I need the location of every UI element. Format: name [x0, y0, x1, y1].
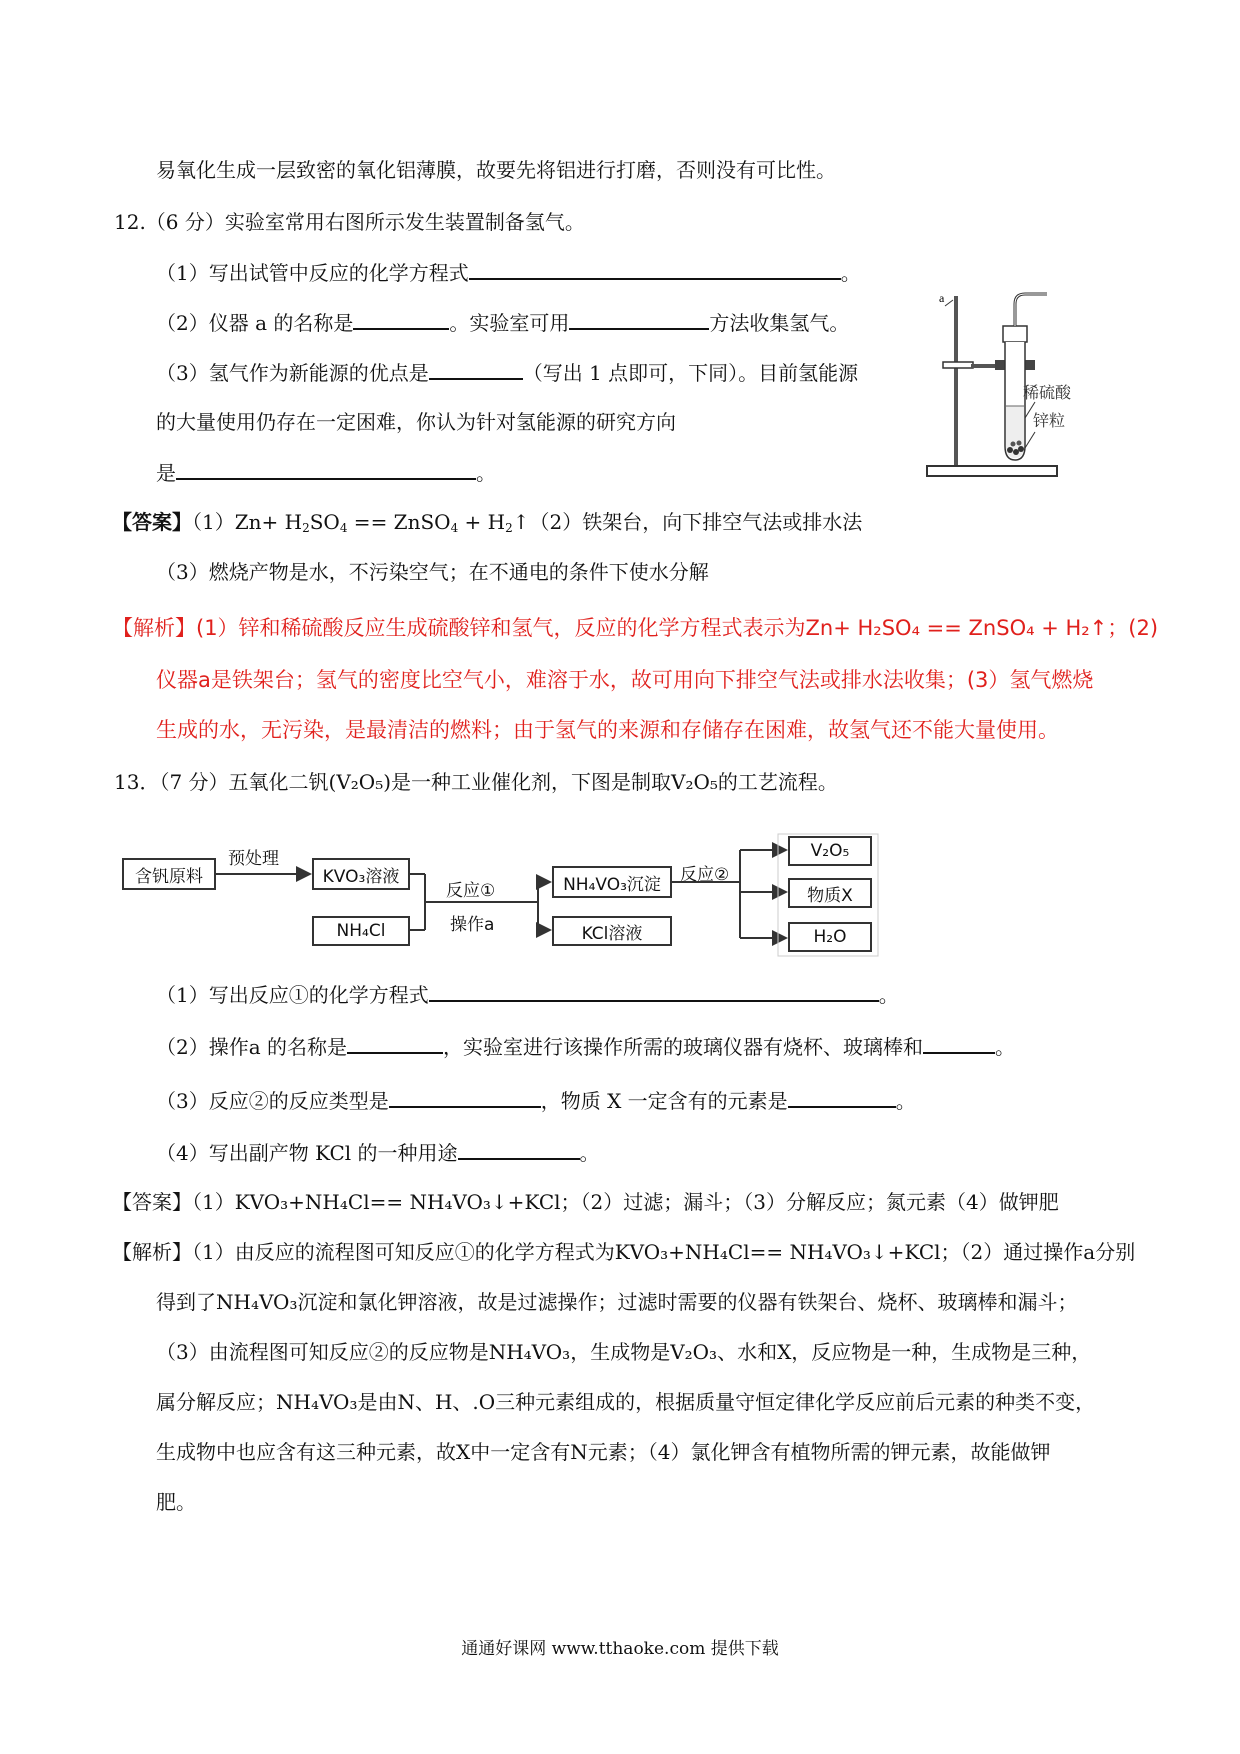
- q13-sub2: [156, 1032, 1015, 1061]
- q13-sub2-end: 。: [995, 1035, 1016, 1059]
- page-footer: 通通好课网 www.tthaoke.com 提供下载: [461, 1639, 779, 1659]
- q12-heading: 12.（6 分）实验室常用右图所示发生装置制备氢气。: [114, 210, 585, 234]
- q13-analysis-2: 得到了NH₄VO₃沉淀和氯化钾溶液，故是过滤操作；过滤时需要的仪器有铁架台、烧杯、玻璃棒和漏斗；: [156, 1290, 1078, 1314]
- q12-blank-direction[interactable]: [176, 458, 476, 480]
- q13-sub1-text: （1）写出反应①的化学方程式: [156, 983, 429, 1007]
- q12-answer-2: （3）燃烧产物是水，不污染空气；在不通电的条件下使水分解: [156, 560, 709, 584]
- q13-sub3-text-b: ，物质 X 一定含有的元素是: [540, 1089, 788, 1113]
- q13-answer: 【答案】（1）KVO₃+NH₄Cl== NH₄VO₃↓+KCl；（2）过滤；漏斗；（3）分解反应；氮元素（4）做钾肥: [112, 1190, 1059, 1214]
- label-reaction1: 反应①: [446, 881, 496, 901]
- q12-sub3-cont: 的大量使用仍存在一定困难，你认为针对氢能源的研究方向: [156, 410, 676, 434]
- q12-sub2-text-a: （2）仪器 a 的名称是: [156, 311, 354, 335]
- box-nh4cl: NH₄Cl: [312, 916, 410, 946]
- q12-sub2-text-b: 。实验室可用: [449, 311, 570, 335]
- q13-heading: 13．（7 分）五氧化二钒(V₂O₅)是一种工业催化剂，下图是制取V₂O₅的工艺流程。: [114, 770, 838, 794]
- q12-sub1-text: （1）写出试管中反应的化学方程式: [156, 261, 469, 285]
- label-zinc: 锌粒: [1033, 411, 1066, 430]
- q12-sub3-end: [156, 458, 496, 487]
- q13-blank-reaction-type[interactable]: [389, 1086, 541, 1108]
- box-kvo3: KVO₃溶液: [312, 858, 410, 890]
- answer-part-a: （1）Zn+ H: [192, 510, 303, 534]
- stopper: [1003, 326, 1027, 342]
- q12-sub2: [156, 308, 849, 337]
- q12-sub1-end: 。: [840, 261, 861, 285]
- q13-analysis-1: 【解析】（1）由反应的流程图可知反应①的化学方程式为KVO₃+NH₄Cl== NH₄VO₃↓+KCl；（2）通过操作a分别: [112, 1240, 1136, 1264]
- q13-sub3-text-a: （3）反应②的反应类型是: [156, 1089, 389, 1113]
- label-sulfuric-acid: 稀硫酸: [1023, 383, 1072, 402]
- delivery-tube: [1015, 294, 1047, 326]
- q13-blank-element[interactable]: [788, 1086, 896, 1108]
- box-raw-material: 含钒原料: [122, 858, 216, 890]
- q12-sub3-text-a: （3）氢气作为新能源的优点是: [156, 361, 429, 385]
- answer-tag: 【答案】: [112, 510, 192, 534]
- stand-base: [927, 466, 1057, 476]
- label-pretreatment: 预处理: [228, 849, 279, 869]
- q12-sub2-text-c: 方法收集氢气。: [709, 311, 850, 335]
- continuation-text: 易氧化生成一层致密的氧化铝薄膜，故要先将铝进行打磨，否则没有可比性。: [156, 158, 836, 182]
- q13-sub4: [156, 1138, 600, 1167]
- q12-sub1: [156, 258, 861, 287]
- q13-sub2-text-a: （2）操作a 的名称是: [156, 1035, 348, 1059]
- box-v2o5: V₂O₅: [788, 836, 872, 866]
- q13-sub3: [156, 1086, 916, 1115]
- box-h2o: H₂O: [788, 922, 872, 952]
- q12-blank-equation[interactable]: [469, 258, 841, 280]
- q13-sub3-end: 。: [895, 1089, 916, 1113]
- q13-sub1: [156, 980, 899, 1009]
- box-substance-x: 物质X: [788, 878, 872, 908]
- q12-blank-method[interactable]: [569, 308, 709, 330]
- process-flowchart: [120, 830, 880, 960]
- q12-sub3-text-b: （写出 1 点即可，下同）。目前氢能源: [522, 361, 859, 385]
- q13-analysis-5: 生成物中也应含有这三种元素，故X中一定含有N元素；（4）氯化钾含有植物所需的钾元素，故能做钾: [156, 1440, 1051, 1464]
- q12-blank-instrument[interactable]: [353, 308, 449, 330]
- answer-part-c: == ZnSO: [347, 510, 451, 534]
- q13-blank-equation[interactable]: [429, 980, 879, 1002]
- q12-analysis-2: 仪器a是铁架台；氢气的密度比空气小，难溶于水，故可用向下排空气法或排水法收集；(3）氢气燃烧: [156, 668, 1094, 692]
- label-operation-a: 操作a: [450, 915, 495, 935]
- label-reaction2: 反应②: [680, 865, 730, 885]
- analysis-line-1: (1）锌和稀硫酸反应生成硫酸锌和氢气，反应的化学方程式表示为Zn+ H₂SO₄ == ZnSO₄ + H₂↑；(2): [196, 616, 1159, 640]
- q13-sub2-text-b: ，实验室进行该操作所需的玻璃仪器有烧杯、玻璃棒和: [443, 1035, 924, 1059]
- q12-sub3-text-d: 是: [156, 461, 176, 485]
- stand-rod: [954, 296, 958, 471]
- q13-analysis-3: （3）由流程图可知反应②的反应物是NH₄VO₃，生成物是V₂O₃、水和X，反应物是一种，生成物是三种，: [156, 1340, 1092, 1364]
- q13-analysis-6: 肥。: [156, 1490, 196, 1514]
- q13-sub1-end: 。: [878, 983, 899, 1007]
- analysis-tag: 【解析】: [112, 616, 196, 640]
- q13-blank-operation[interactable]: [347, 1032, 443, 1054]
- q13-blank-glassware[interactable]: [923, 1032, 995, 1054]
- q13-sub4-end: 。: [579, 1141, 600, 1165]
- q13-analysis-4: 属分解反应；NH₄VO₃是由N、H、.O三种元素组成的，根据质量守恒定律化学反应前后元素的种类不变，: [156, 1390, 1096, 1414]
- q13-blank-use[interactable]: [458, 1138, 580, 1160]
- answer-part-d: + H: [458, 510, 506, 534]
- apparatus-figure: [915, 286, 1072, 486]
- apparatus-label-a: a: [939, 291, 945, 305]
- answer-part-e: ↑（2）铁架台，向下排空气法或排水法: [512, 510, 863, 534]
- q12-analysis-1: [112, 614, 1158, 642]
- q13-sub4-text: （4）写出副产物 KCl 的一种用途: [156, 1141, 458, 1165]
- q12-blank-advantage[interactable]: [429, 358, 523, 380]
- q12-analysis-3: 生成的水，无污染，是最清洁的燃料；由于氢气的来源和存储存在困难，故氢气还不能大量使用。: [156, 718, 1059, 742]
- q12-answer: 【答案】$(1)Zn+ H_2SO_4$ == ZnSO$_4$ + $H_2↑(2)$铁架台，向下排空气法或排水法: [112, 510, 863, 535]
- box-nh4vo3: NH₄VO₃沉淀: [552, 866, 672, 898]
- q12-sub3-period: 。: [476, 461, 496, 485]
- box-kcl: KCl溶液: [552, 916, 672, 946]
- answer-part-b: SO: [309, 510, 340, 534]
- q12-sub3: [156, 358, 858, 387]
